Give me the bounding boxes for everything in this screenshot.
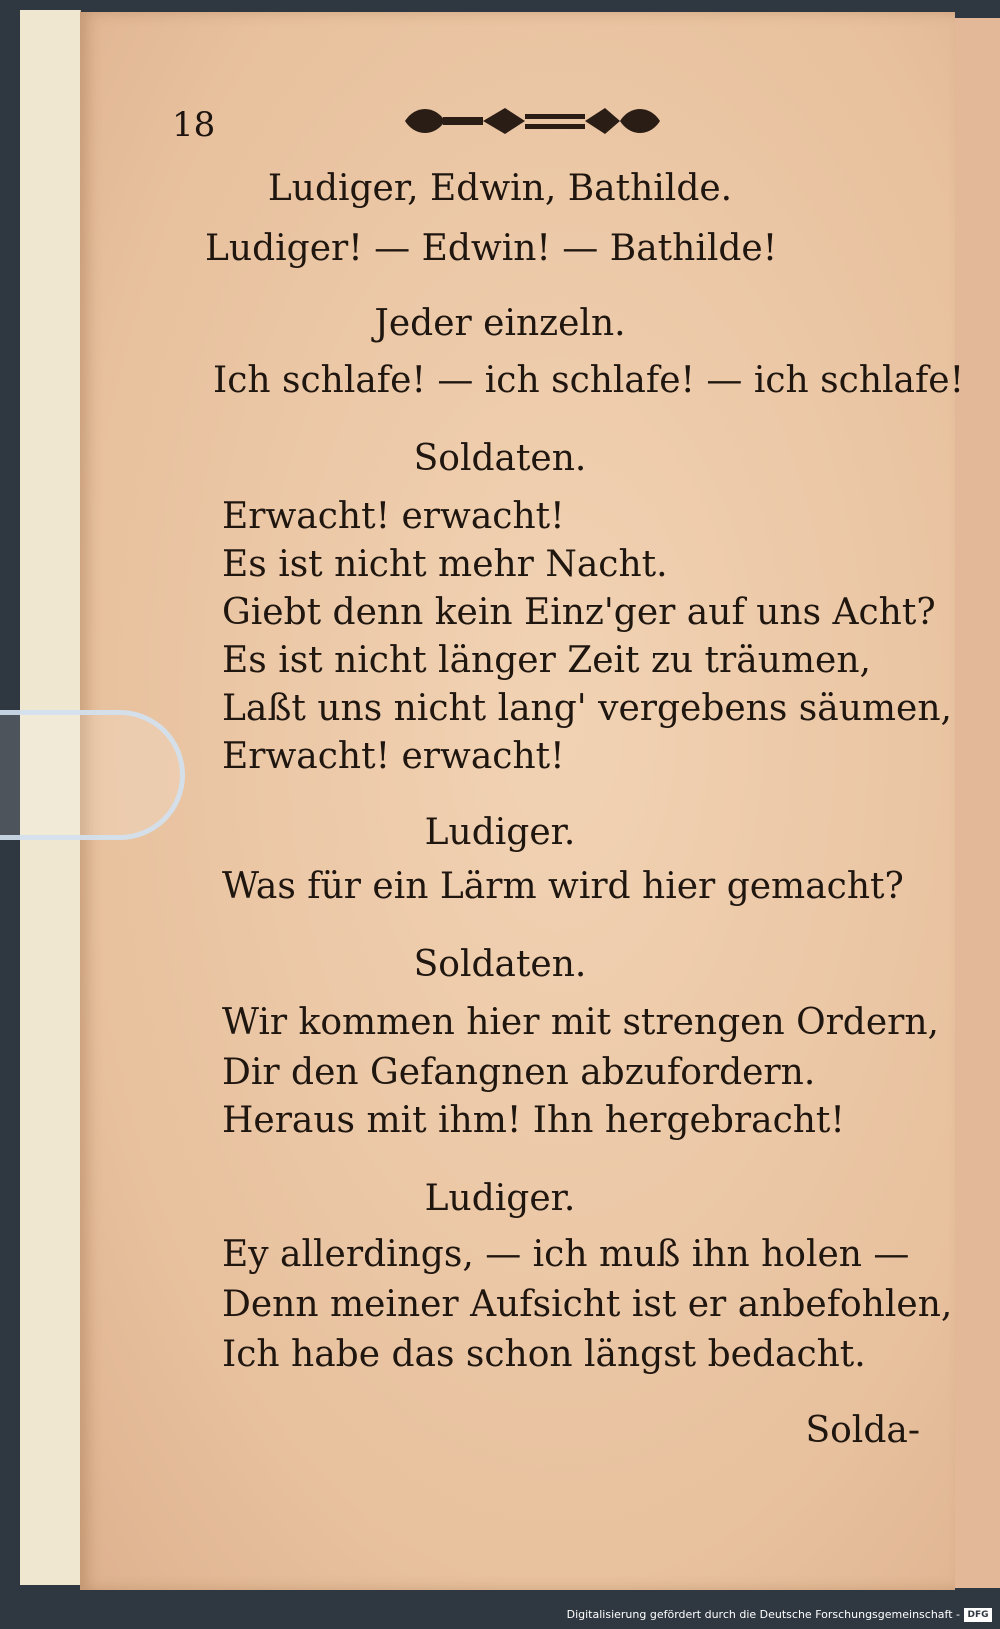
dfg-logo: DFG [964,1608,992,1622]
verse-line: Erwacht! erwacht! [222,736,565,777]
verse-line: Denn meiner Aufsicht ist er anbefohlen, [222,1284,953,1325]
ornament-icon [395,100,670,142]
verse-line: Ey allerdings, — ich muß ihn holen — [222,1234,910,1275]
catchword: Solda- [805,1410,920,1451]
verse-line: Laßt uns nicht lang' vergebens säumen, [222,688,952,729]
speaker-heading: Ludiger, Edwin, Bathilde. [267,168,733,209]
verse-line: Heraus mit ihm! Ihn hergebracht! [222,1100,845,1141]
verse-line: Wir kommen hier mit strengen Ordern, [222,1002,939,1043]
speaker-heading: Soldaten. [413,944,587,985]
dialogue-line: Ich schlafe! — ich schlafe! — ich schlafe! [213,360,965,401]
page-clip [0,710,185,840]
verse-line: Giebt denn kein Einz'ger auf uns Acht? [222,592,936,633]
speaker-heading: Soldaten. [413,438,587,479]
verse-line: Ich habe das schon längst bedacht. [222,1334,866,1375]
verse-line: Es ist nicht mehr Nacht. [222,544,668,585]
footer-credit: Digitalisierung gefördert durch die Deutsche Forschungsgemeinschaft - [566,1608,960,1621]
speaker-heading: Ludiger. [424,812,576,853]
verse-line: Dir den Gefangnen abzufordern. [222,1052,816,1093]
facing-page-edge [955,18,1000,1588]
speaker-heading: Jeder einzeln. [374,303,626,344]
speaker-heading: Ludiger. [424,1178,576,1219]
verse-line: Es ist nicht länger Zeit zu träumen, [222,640,871,681]
verse-line: Erwacht! erwacht! [222,496,565,537]
dialogue-line: Was für ein Lärm wird hier gemacht? [222,866,904,907]
page-number: 18 [172,105,216,145]
dialogue-line: Ludiger! — Edwin! — Bathilde! [205,228,778,269]
